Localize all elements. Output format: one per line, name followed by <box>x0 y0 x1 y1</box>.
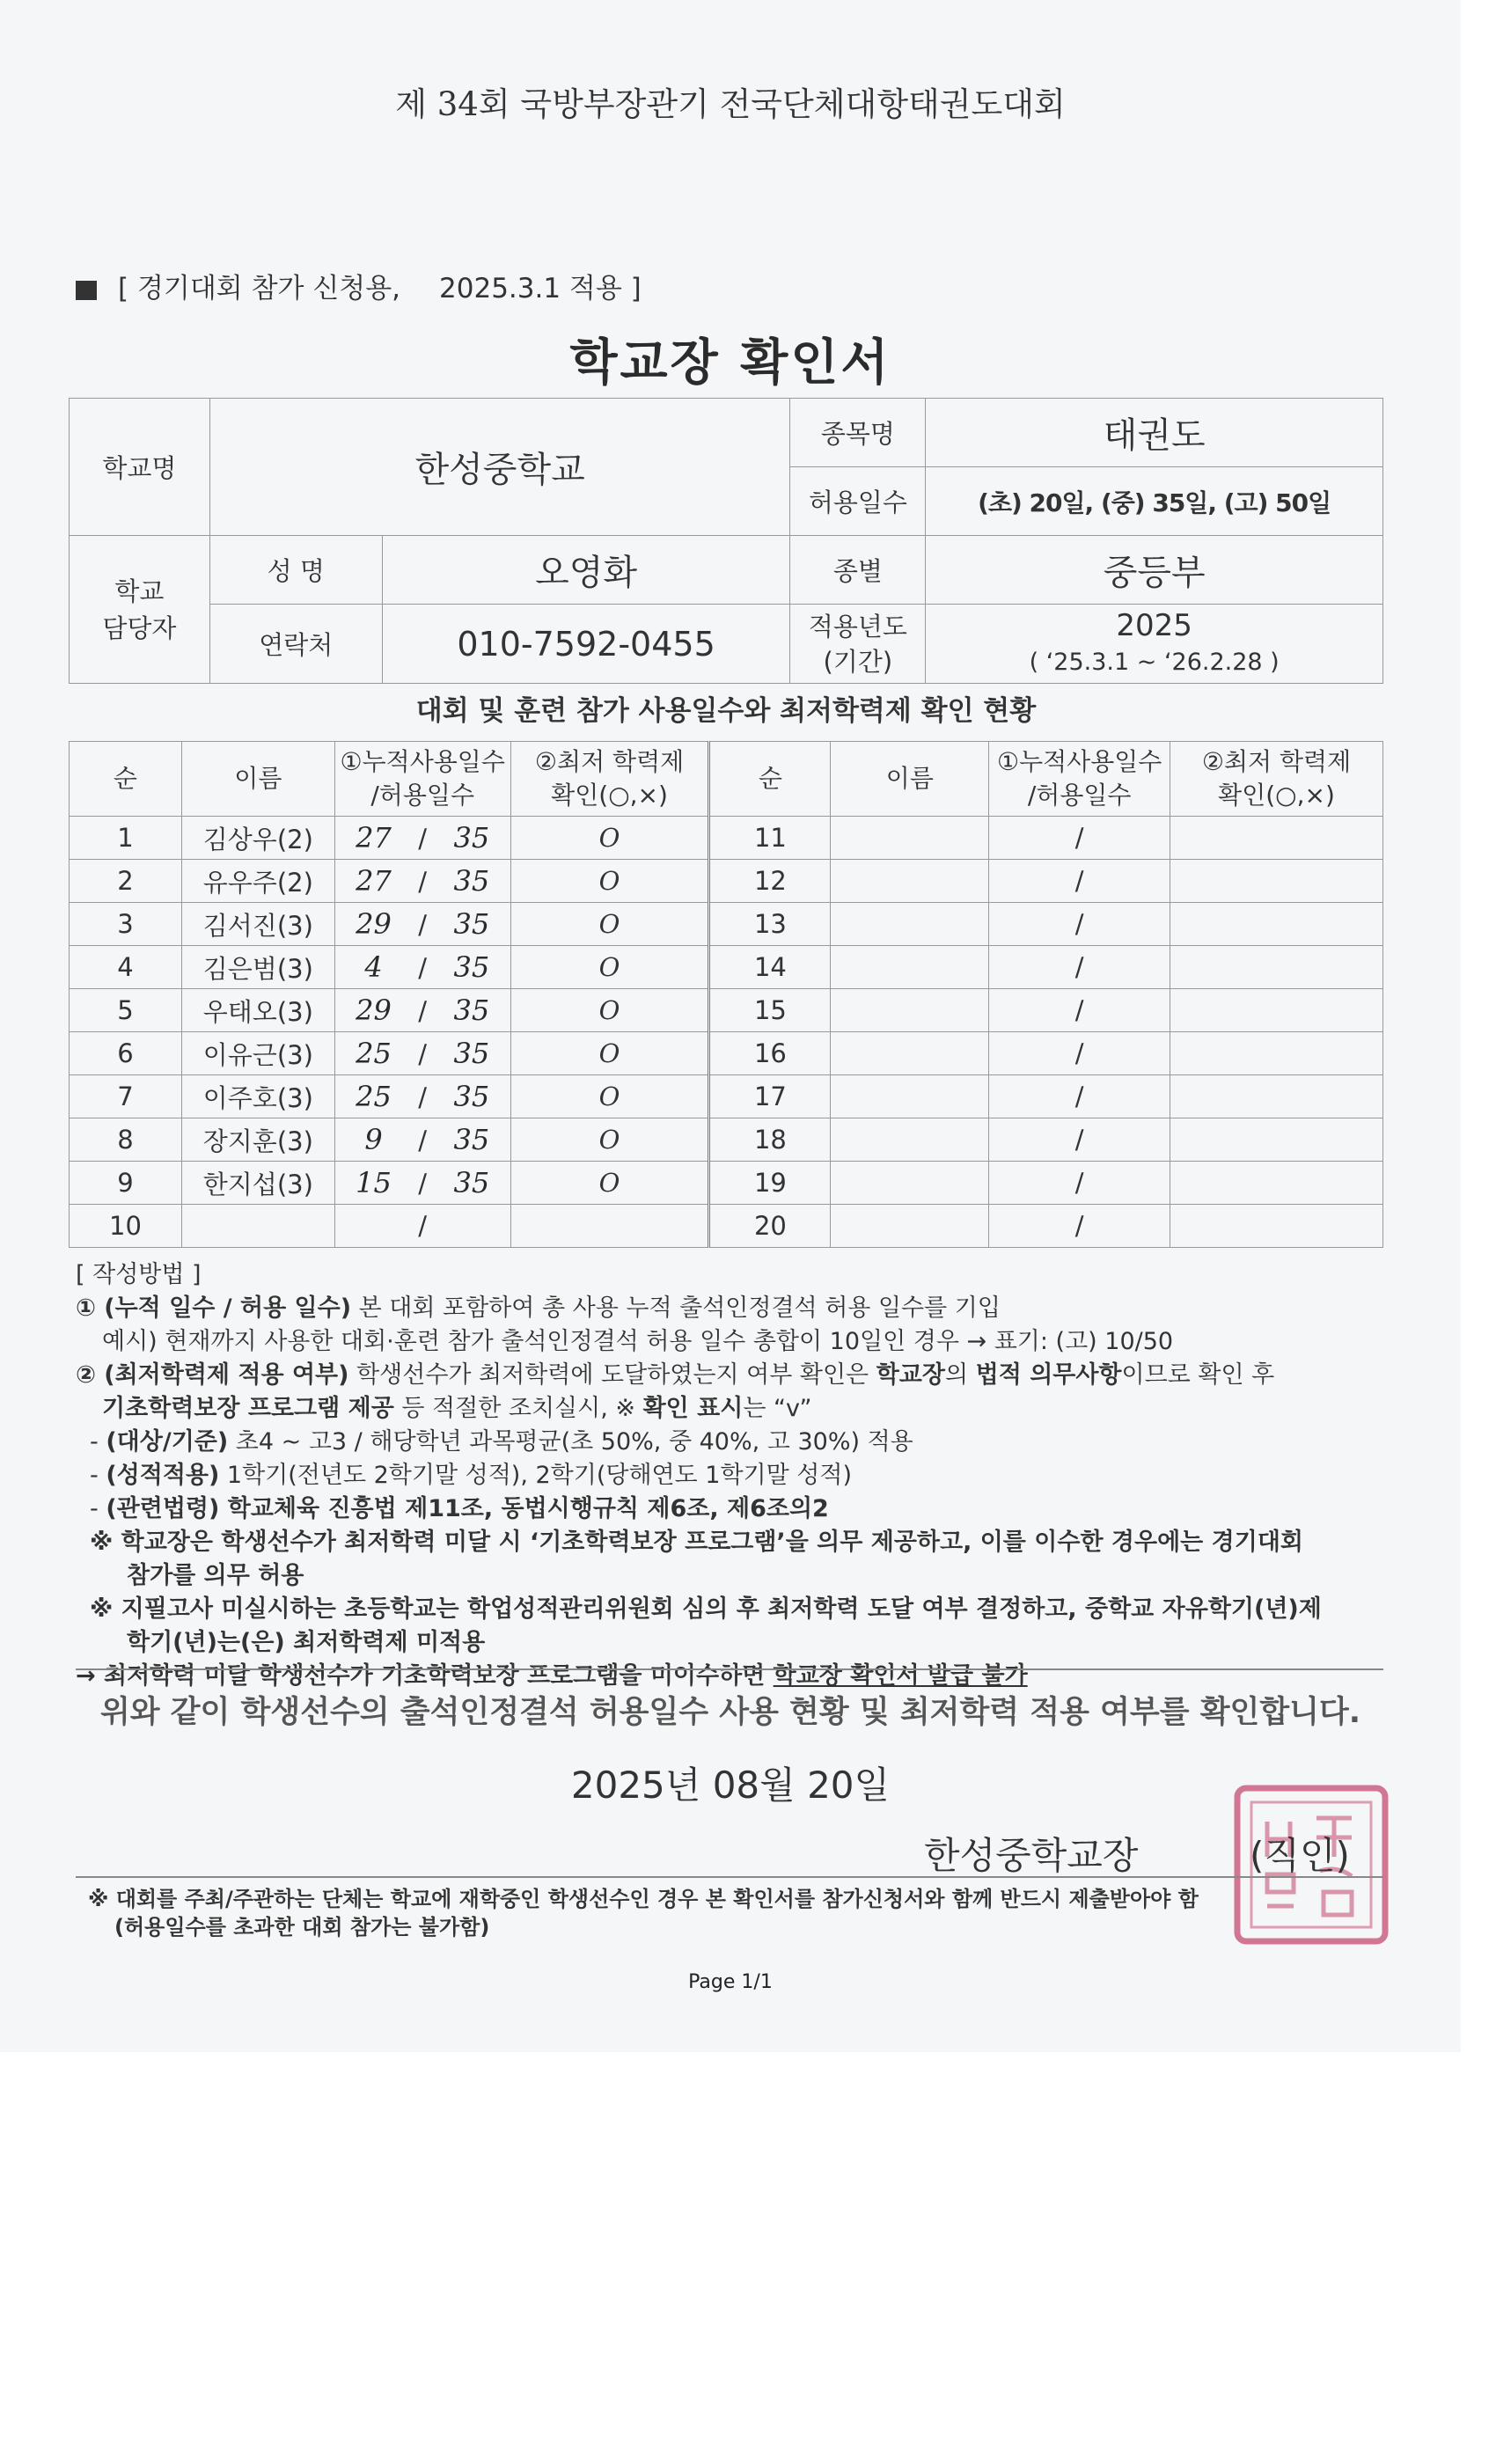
min-academic-check <box>1170 1032 1383 1075</box>
days-used: / <box>989 860 1170 903</box>
phone-label: 연락처 <box>209 605 382 684</box>
remark-3: → 최저학력 미달 학생선수가 기초학력보장 프로그램을 미이수하면 학교장 확인서 발급 불가 <box>76 1662 1028 1690</box>
table-row <box>70 1205 1383 1248</box>
allowed-days: 35 <box>453 950 490 984</box>
student-name <box>831 989 989 1032</box>
days-used <box>334 946 510 989</box>
confirmation-statement: 위와 같이 학생선수의 출석인정결석 허용일수 사용 현황 및 최저학력 적용 여부를 확인합니다. <box>99 1695 1361 1730</box>
days-used <box>334 1205 510 1248</box>
instruction-2-cont: 기초학력보장 프로그램 제공 등 적절한 조치실시, ※ 확인 표시는 “v” <box>102 1395 812 1422</box>
apply-line: [ 경기대회 참가 신청용, 2025.3.1 적용 ] <box>76 266 642 305</box>
square-bullet-icon <box>76 281 97 300</box>
row-no: 2 <box>70 860 182 903</box>
row-no: 13 <box>709 903 831 946</box>
page-number: Page 1/1 <box>688 1971 773 1993</box>
student-name: 우태오(3) <box>181 989 334 1032</box>
contact-label: 학교 담당자 <box>70 536 210 684</box>
detail-grades: - (성적적용) 1학기(전년도 2학기말 성적), 2학기(당해연도 1학기말 성적) <box>90 1462 852 1489</box>
row-no: 1 <box>70 817 182 860</box>
roster-table <box>69 741 1383 1248</box>
instructions-heading: [ 작성방법 ] <box>76 1261 202 1288</box>
days-used <box>334 860 510 903</box>
issue-date: 2025년 08월 20일 <box>570 1764 891 1807</box>
seal-label: (직인) <box>1250 1834 1350 1877</box>
student-name <box>831 903 989 946</box>
days-used: / <box>989 817 1170 860</box>
row-no: 3 <box>70 903 182 946</box>
min-academic-check <box>510 1205 709 1248</box>
used-days: 25 <box>356 1080 392 1113</box>
table-row <box>70 989 1383 1032</box>
divider <box>76 1668 1383 1670</box>
col-days: ①누적사용일수 /허용일수 <box>989 742 1170 817</box>
row-no: 12 <box>709 860 831 903</box>
row-no: 19 <box>709 1162 831 1205</box>
min-academic-check: O <box>510 1032 709 1075</box>
remark-2: ※ 지필고사 미실시하는 초등학교는 학업성적관리위원회 심의 후 최저학력 도달 여부 결정하고, 중학교 자유학기(년)제 <box>90 1595 1322 1623</box>
col-days: ①누적사용일수 /허용일수 <box>334 742 510 817</box>
document-title: 학교장 확인서 <box>569 334 891 392</box>
min-academic-check <box>1170 903 1383 946</box>
days-used <box>334 817 510 860</box>
principal-title: 한성중학교장 <box>924 1834 1139 1877</box>
allowed-days: 35 <box>453 1123 490 1156</box>
allowed-days: 35 <box>453 1037 490 1070</box>
used-days: 25 <box>356 1037 392 1070</box>
student-name <box>181 1205 334 1248</box>
row-no: 15 <box>709 989 831 1032</box>
event-title: 제 34회 국방부장관기 전국단체대항태권도대회 <box>395 85 1066 123</box>
category-label: 종별 <box>790 536 926 605</box>
student-name: 이유근(3) <box>181 1032 334 1075</box>
student-name: 김상우(2) <box>181 817 334 860</box>
student-name: 장지훈(3) <box>181 1118 334 1162</box>
school-label: 학교명 <box>70 399 210 536</box>
table-row <box>70 1032 1383 1075</box>
used-days: 15 <box>356 1166 392 1199</box>
fraction-slash: / <box>418 867 428 897</box>
min-academic-check <box>1170 817 1383 860</box>
used-days: 29 <box>356 907 392 941</box>
allowed-days: 35 <box>453 821 490 854</box>
row-no: 17 <box>709 1075 831 1118</box>
min-academic-check: O <box>510 1118 709 1162</box>
student-name <box>831 1032 989 1075</box>
student-name: 김은범(3) <box>181 946 334 989</box>
name-label: 성 명 <box>209 536 382 605</box>
student-name: 한지섭(3) <box>181 1162 334 1205</box>
roster-section-title: 대회 및 훈련 참가 사용일수와 최저학력제 확인 현황 <box>415 695 1037 727</box>
days-used: / <box>989 903 1170 946</box>
instruction-1: ① (누적 일수 / 허용 일수) 본 대회 포함하여 총 사용 누적 출석인정결석 허용 일수를 기입 <box>76 1294 1001 1322</box>
detail-target: - (대상/기준) 초4 ~ 고3 / 해당학년 과목평균(초 50%, 중 40%, 고 30%) 적용 <box>90 1428 913 1456</box>
table-row <box>70 860 1383 903</box>
col-check: ②최저 학력제 확인(○,×) <box>510 742 709 817</box>
school-name: 한성중학교 <box>209 399 790 536</box>
col-no: 순 <box>709 742 831 817</box>
min-academic-check <box>1170 860 1383 903</box>
min-academic-check: O <box>510 1075 709 1118</box>
student-name: 이주호(3) <box>181 1075 334 1118</box>
used-days: 29 <box>356 994 392 1027</box>
days-used: / <box>989 946 1170 989</box>
days-used: / <box>989 1162 1170 1205</box>
min-academic-check: O <box>510 817 709 860</box>
fraction-slash: / <box>418 1082 428 1112</box>
min-academic-check <box>1170 1162 1383 1205</box>
row-no: 6 <box>70 1032 182 1075</box>
used-days: 27 <box>356 821 392 854</box>
remark-2-cont: 학기(년)는(은) 최저학력제 미적용 <box>127 1629 486 1656</box>
row-no: 16 <box>709 1032 831 1075</box>
min-academic-check: O <box>510 1162 709 1205</box>
year-label: 적용년도 (기간) <box>790 605 926 684</box>
allowed-days: 35 <box>453 1080 490 1113</box>
allowed-days: 35 <box>453 864 490 898</box>
table-row <box>70 946 1383 989</box>
row-no: 20 <box>709 1205 831 1248</box>
min-academic-check <box>1170 1205 1383 1248</box>
table-row <box>70 1118 1383 1162</box>
student-name <box>831 1075 989 1118</box>
row-no: 18 <box>709 1118 831 1162</box>
fraction-slash: / <box>418 996 428 1026</box>
fraction-slash: / <box>418 910 428 940</box>
row-no: 5 <box>70 989 182 1032</box>
days-used <box>334 903 510 946</box>
min-academic-check <box>1170 1118 1383 1162</box>
min-academic-check <box>1170 989 1383 1032</box>
student-name <box>831 1118 989 1162</box>
phone-value: 010-7592-0455 <box>382 605 790 684</box>
days-used: / <box>989 989 1170 1032</box>
fraction-slash: / <box>418 1039 428 1069</box>
used-days: 27 <box>356 864 392 898</box>
fraction-slash: / <box>418 1211 428 1241</box>
year-value: 2025 ( ‘25.3.1 ~ ‘26.2.28 ) <box>926 605 1383 684</box>
days-used: / <box>989 1118 1170 1162</box>
table-row <box>70 817 1383 860</box>
row-no: 9 <box>70 1162 182 1205</box>
col-check: ②최저 학력제 확인(○,×) <box>1170 742 1383 817</box>
student-name <box>831 860 989 903</box>
allowed-days: 35 <box>453 1166 490 1199</box>
days-used <box>334 989 510 1032</box>
table-row <box>70 1162 1383 1205</box>
min-academic-check: O <box>510 989 709 1032</box>
student-name <box>831 1162 989 1205</box>
fraction-slash: / <box>418 953 428 983</box>
detail-law: - (관련법령) 학교체육 진흥법 제11조, 동법시행규칙 제6조, 제6조의2 <box>90 1495 829 1522</box>
student-name: 유우주(2) <box>181 860 334 903</box>
allowed-days-label: 허용일수 <box>790 467 926 536</box>
min-academic-check: O <box>510 903 709 946</box>
allowed-days: 35 <box>453 994 490 1027</box>
student-name <box>831 1205 989 1248</box>
days-used <box>334 1075 510 1118</box>
sport-label: 종목명 <box>790 399 926 467</box>
min-academic-check <box>1170 946 1383 989</box>
col-no: 순 <box>70 742 182 817</box>
fraction-slash: / <box>418 1126 428 1155</box>
min-academic-check <box>1170 1075 1383 1118</box>
table-row <box>70 903 1383 946</box>
category-value: 중등부 <box>926 536 1383 605</box>
fraction-slash: / <box>418 824 428 854</box>
sport-value: 태권도 <box>926 399 1383 467</box>
instruction-1-example: 예시) 현재까지 사용한 대회·훈련 참가 출석인정결석 허용 일수 총합이 10일인 경우 → 표기: (고) 10/50 <box>102 1328 1174 1355</box>
remark-1: ※ 학교장은 학생선수가 최저학력 미달 시 ‘기초학력보장 프로그램’을 의무 제공하고, 이를 이수한 경우에는 경기대회 <box>90 1529 1303 1556</box>
min-academic-check: O <box>510 946 709 989</box>
allowed-days-value: (초) 20일, (중) 35일, (고) 50일 <box>926 467 1383 536</box>
row-no: 8 <box>70 1118 182 1162</box>
row-no: 10 <box>70 1205 182 1248</box>
col-name: 이름 <box>831 742 989 817</box>
col-name: 이름 <box>181 742 334 817</box>
days-used: / <box>989 1075 1170 1118</box>
days-used <box>334 1118 510 1162</box>
fraction-slash: / <box>418 1169 428 1199</box>
days-used: / <box>989 1032 1170 1075</box>
days-used <box>334 1162 510 1205</box>
min-academic-check: O <box>510 860 709 903</box>
row-no: 7 <box>70 1075 182 1118</box>
info-table <box>69 398 1383 684</box>
instruction-2: ② (최저학력제 적용 여부) 학생선수가 최저학력에 도달하였는지 여부 확인은 학교장의 법적 의무사항이므로 확인 후 <box>76 1361 1275 1389</box>
table-row <box>70 1075 1383 1118</box>
used-days: 9 <box>364 1123 383 1156</box>
days-used <box>334 1032 510 1075</box>
remark-1-cont: 참가를 의무 허용 <box>127 1562 304 1589</box>
row-no: 4 <box>70 946 182 989</box>
used-days: 4 <box>364 950 383 984</box>
row-no: 11 <box>709 817 831 860</box>
allowed-days: 35 <box>453 907 490 941</box>
contact-name: 오영화 <box>382 536 790 605</box>
instructions <box>76 1258 1396 1693</box>
student-name <box>831 946 989 989</box>
student-name <box>831 817 989 860</box>
days-used: / <box>989 1205 1170 1248</box>
row-no: 14 <box>709 946 831 989</box>
student-name: 김서진(3) <box>181 903 334 946</box>
footnote: ※ 대회를 주최/주관하는 단체는 학교에 재학중인 학생선수인 경우 본 확인서를 참가신청서와 함께 반드시 제출받아야 함 (허용일수를 초과한 대회 참가는 불가함) <box>88 1887 1199 1940</box>
divider <box>76 1876 1383 1878</box>
